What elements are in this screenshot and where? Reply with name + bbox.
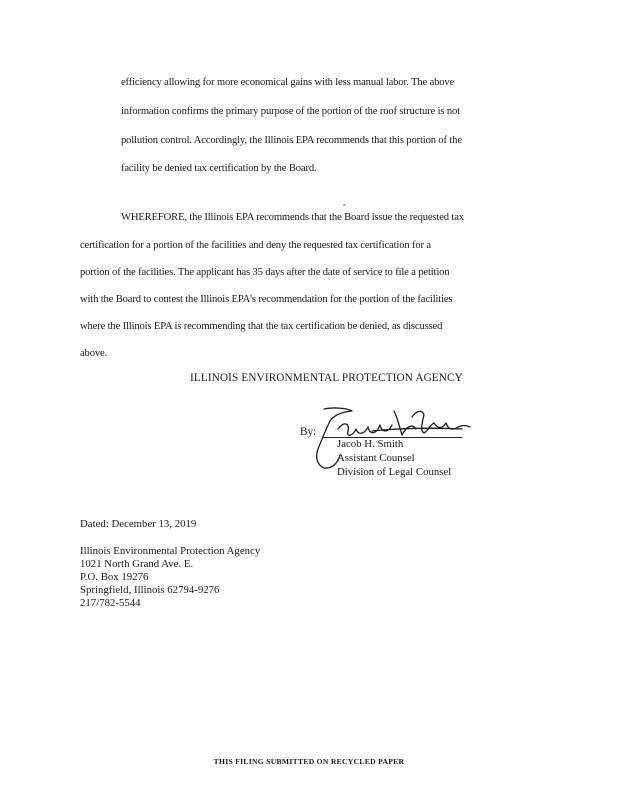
signer-division: Division of Legal Counsel [337,466,452,478]
body-line: certification for a portion of the facilities and deny the requested tax certification for a [80,240,431,251]
body-line: efficiency allowing for more economical gains with less manual labor. The above [121,77,455,88]
address-line: 1021 North Grand Ave. E. [80,558,194,570]
body-line: information confirms the primary purpose of the portion of the roof structure is not [121,106,460,117]
address-line: 217/782-5544 [80,597,141,609]
address-line: P.O. Box 19276 [80,571,149,583]
recycled-paper-footer: THIS FILING SUBMITTED ON RECYCLED PAPER [213,757,405,766]
body-line: facility be denied tax certification by the Board. [121,163,317,174]
address-line: Springfield, Illinois 62794-9276 [80,584,220,596]
date-line: Dated: December 13, 2019 [80,518,197,530]
body-line: where the Illinois EPA is recommending that the tax certification be denied, as discussed [80,321,443,332]
agency-name: ILLINOIS ENVIRONMENTAL PROTECTION AGENCY [190,372,463,384]
body-line: pollution control. Accordingly, the Illinois EPA recommends that this portion of the [121,135,462,146]
scan-artifact [343,204,346,206]
signer-name: Jacob H. Smith [337,438,404,450]
body-line: WHEREFORE, the Illinois EPA recommends that the Board issue the requested tax [121,212,464,223]
body-line: with the Board to contest the Illinois EPA's recommendation for the portion of the facilities [80,294,453,305]
body-line: portion of the facilities. The applicant has 35 days after the date of service to file a petition [80,267,450,278]
signer-title: Assistant Counsel [337,452,415,464]
address-line: Illinois Environmental Protection Agency [80,545,261,557]
body-line: above. [80,348,108,359]
by-label: By: [300,426,317,438]
